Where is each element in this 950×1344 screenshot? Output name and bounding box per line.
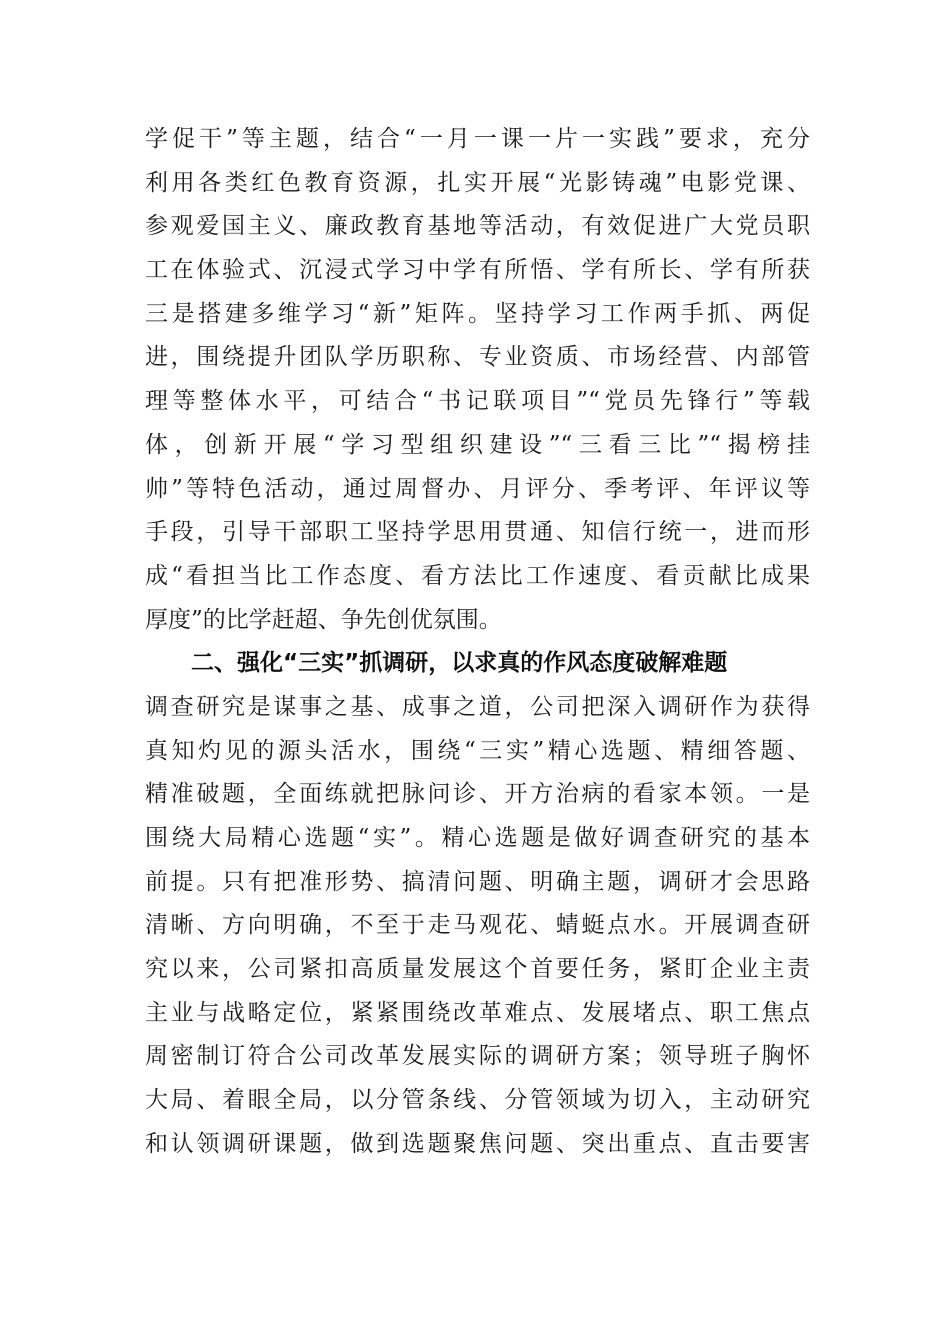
text-line: 主业与战略定位，紧紧围绕改革难点、发展堵点、职工焦点 [145, 999, 810, 1026]
text-line: 周密制订符合公司改革发展实际的调研方案；领导班子胸怀 [145, 1043, 810, 1070]
text-line: 利用各类红色教育资源，扎实开展“光影铸魂”电影党课、 [145, 169, 810, 196]
text-line: 清晰、方向明确，不至于走马观花、蜻蜓点水。开展调查研 [145, 912, 810, 939]
text-line: 大局、着眼全局，以分管条线、分管领域为切入，主动研究 [145, 1087, 810, 1114]
text-line: 围绕大局精心选题“实”。精心选题是做好调查研究的基本 [145, 825, 810, 851]
text-line: 三是搭建多维学习“新”矩阵。坚持学习工作两手抓、两促 [145, 300, 810, 327]
text-line: 体，创新开展“学习型组织建设”“三看三比”“揭榜挂 [145, 431, 810, 458]
text-line: 参观爱国主义、廉政教育基地等活动，有效促进广大党员职 [145, 213, 810, 240]
text-line: 进，围绕提升团队学历职称、专业资质、市场经营、内部管 [145, 344, 810, 371]
text-line: 理等整体水平，可结合“书记联项目”“党员先锋行”等载 [145, 388, 810, 415]
text-line: 究以来，公司紧扣高质量发展这个首要任务，紧盯企业主责 [145, 956, 810, 983]
text-line: 成“看担当比工作态度、看方法比工作速度、看贡献比成果 [145, 562, 810, 589]
text-line: 调查研究是谋事之基、成事之道，公司把深入调研作为获得 [145, 693, 810, 720]
text-line: 和认领调研课题，做到选题聚焦问题、突出重点、直击要害 [145, 1130, 810, 1157]
text-line: 真知灼见的源头活水，围绕“三实”精心选题、精细答题、 [145, 737, 810, 764]
section-heading: 二、强化“三实”抓调研，以求真的作风态度破解难题 [191, 650, 728, 677]
text-line: 学促干”等主题，结合“一月一课一片一实践”要求，充分 [145, 126, 810, 152]
text-line: 精准破题，全面练就把脉问诊、开方治病的看家本领。一是 [145, 781, 810, 808]
paragraph-end-line: 厚度”的比学赶超、争先创优氛围。 [145, 606, 502, 633]
body-text [145, 118, 810, 1167]
text-line: 手段，引导干部职工坚持学思用贯通、知信行统一，进而形 [145, 519, 810, 546]
text-line: 工在体验式、沉浸式学习中学有所悟、学有所长、学有所获 [145, 257, 810, 284]
text-line: 帅”等特色活动，通过周督办、月评分、季考评、年评议等 [145, 475, 810, 502]
text-line: 前提。只有把准形势、搞清问题、明确主题，调研才会思路 [145, 868, 810, 895]
